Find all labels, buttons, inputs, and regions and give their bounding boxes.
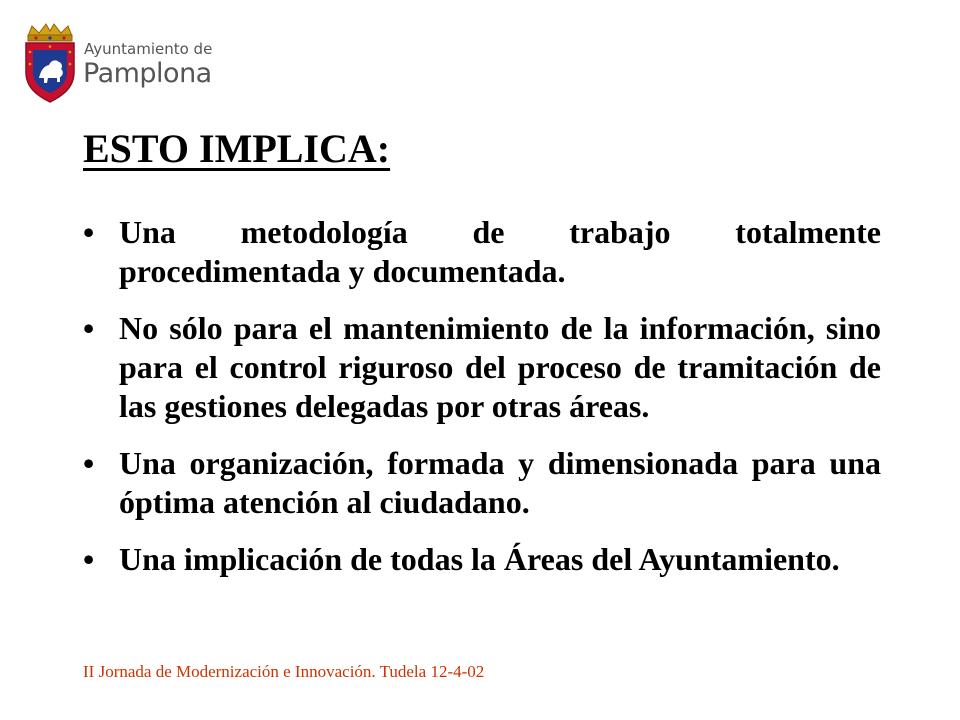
pamplona-coat-of-arms-icon bbox=[22, 22, 78, 104]
bullet-list bbox=[83, 213, 881, 597]
logo-text-line1: Ayuntamiento de bbox=[84, 40, 213, 58]
bullet-item: • Una metodología de trabajo totalmente procedimentada y documentada. bbox=[83, 213, 881, 291]
municipality-logo bbox=[22, 22, 222, 106]
logo-text-line2: Pamplona bbox=[83, 58, 212, 89]
bullet-item: • Una implicación de todas la Áreas del Ayuntamiento. bbox=[83, 540, 881, 579]
bullet-item: • Una organización, formada y dimensionada para una óptima atención al ciudadano. bbox=[83, 444, 881, 522]
slide-title: ESTO IMPLICA: bbox=[83, 126, 391, 171]
bullet-item: • No sólo para el mantenimiento de la información, sino para el control riguroso del proceso de tramitación de las gestiones delegadas por otras áreas. bbox=[83, 309, 881, 426]
slide-footer: II Jornada de Modernización e Innovación. Tudela 12-4-02 bbox=[83, 662, 485, 681]
